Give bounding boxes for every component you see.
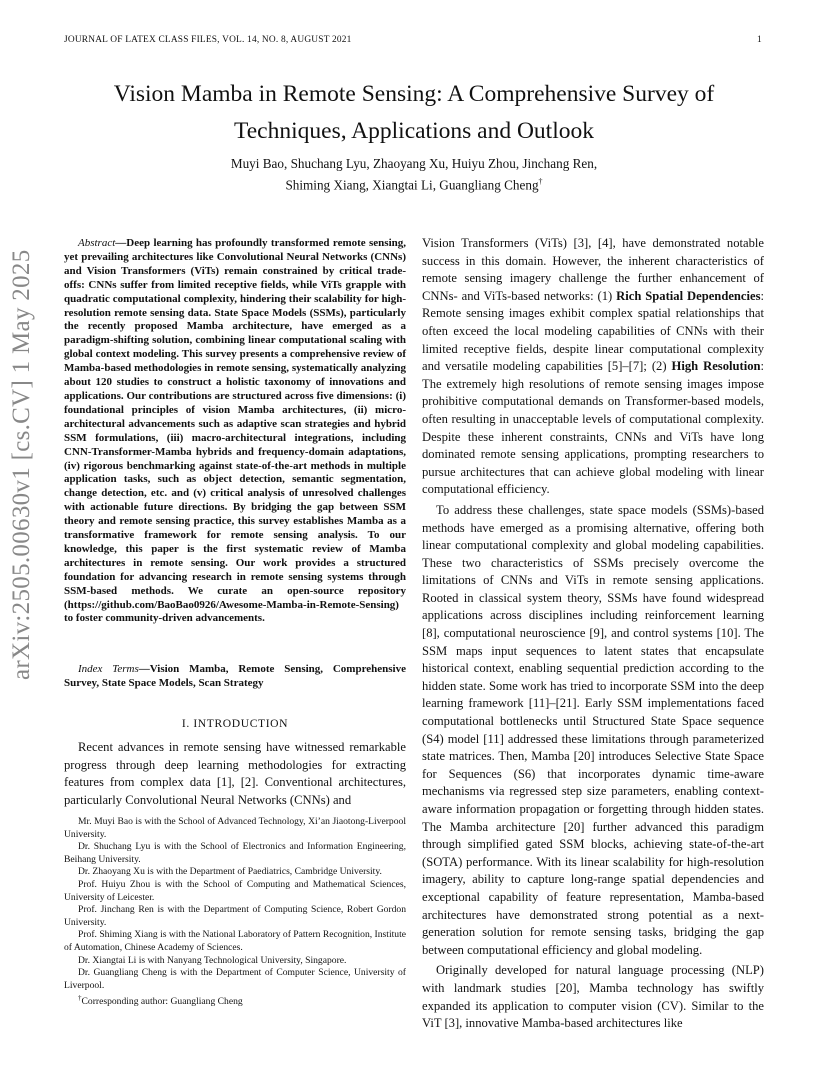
footnote-2: Dr. Shuchang Lyu is with the School of Electronics and Information Engineering, Beihang University. [64, 841, 406, 865]
intro-text: Recent advances in remote sensing have witnessed remarkable progress through deep learning methodologies for extracting features from complex data [1], [2]. Conventional architectures, particularly Convolutional Neural Networks (CNNs) and [64, 740, 406, 807]
abstract [64, 237, 406, 626]
high-resolution-term: High Resolution [671, 359, 761, 374]
footnote-7: Dr. Xiangtai Li is with Nanyang Technological University, Singapore. [78, 954, 347, 966]
paper-title: Vision Mamba in Remote Sensing: A Comprehensive Survey of Techniques, Applications and Outlook [113, 81, 715, 144]
footnote-corresponding-text: Corresponding author: Guangliang Cheng [81, 996, 243, 1008]
section-heading: I. INTRODUCTION [181, 717, 289, 730]
affiliation-footnotes [64, 816, 406, 1009]
footnote-6: Prof. Shiming Xiang is with the National Laboratory of Pattern Recognition, Institute of Automation, Chinese Academy of Sciences. [64, 929, 407, 953]
author-list [120, 155, 708, 194]
abstract-lead: Abstract [78, 237, 116, 249]
right-paragraph-3: Originally developed for natural language processing (NLP) with landmark studies [20], Mamba technology has swiftly expanded its application to computer vision (CV). Similar to the ViT [3], innovative Mamba-based architectures like [422, 963, 764, 1031]
author-line-1: Muyi Bao, Shuchang Lyu, Zhaoyang Xu, Huiyu Zhou, Jinchang Ren, [230, 156, 598, 171]
journal-header: JOURNAL OF LATEX CLASS FILES, VOL. 14, NO. 8, AUGUST 2021 [64, 35, 352, 45]
right-paragraph-2: To address these challenges, state space models (SSMs)-based methods have emerged as a promising alternative, offering both linear computational complexity and global modeling capabilities. These two characteristics of SSMs precisely overcome the limitations of CNNs and ViTs in remote sensing applications. Rooted in classical system theory, SSMs have found widespread applications across disciplines including reinforcement learning [8], computational neuroscience [9], and control systems [10]. The SSM maps input sequences to latent states that encapsulate historical context, enabling sequential prediction according to the hidden state. Some work has tried to incorporate SSM into the deep learning framework [11]–[21]. Early SSM implementations faced computational bottlenecks until Structured State Space sequence (S4) model [11] addressed these limitations through parameterized state matrices. Then, Mamba [20] introduces Selective State Space for Sequences (S6) that incorporates dynamic time-aware mechanisms via regressed step size parameters, enabling context-aware information propagation or forgetting through hidden states. The Mamba architecture [20] further advanced this paradigm through simplified gated SSM blocks, achieving state-of-the-art (SOTA) performance. With its linear scalability for high-resolution imagery, ability to capture long-range spatial dependencies and exceptional capability of feature representation, Mamba-based architectures have demonstrated strong potential as a next-generation solution for remote sensing tasks, bridging the gap between computational efficiency and global modeling. [422, 502, 764, 957]
author-line-2-text: Shiming Xiang, Xiangtai Li, Guangliang Cheng [285, 177, 539, 193]
index-terms-text: —Vision Mamba, Remote Sensing, Comprehensive Survey, State Space Models, Scan Strategy [64, 663, 406, 689]
footnote-3: Dr. Zhaoyang Xu is with the Department of Paediatrics, Cambridge University. [78, 866, 382, 878]
arxiv-stamp: arXiv:2505.00630v1 [cs.CV] 1 May 2025 [8, 249, 35, 680]
corresponding-dagger: † [538, 177, 543, 186]
footnote-8: Dr. Guangliang Cheng is with the Department of Computer Science, University of Liverpool. [64, 967, 406, 991]
right-paragraph-1 [422, 235, 764, 499]
index-terms-lead: Index Terms [78, 663, 139, 675]
rich-spatial-dependencies-term: Rich Spatial Dependencies [616, 288, 761, 303]
intro-paragraph [64, 739, 406, 809]
right-column [422, 235, 764, 1033]
right-p1-text-b: : Remote sensing images exhibit complex spatial relationships that often exceed the local modeling capabilities of CNNs with their limited receptive fields, despite linear computational complexity and versatile modeling capabilities [5]–[7]; (2) [422, 288, 764, 374]
page-number: 1 [757, 35, 762, 45]
right-p1-text-a: Vision Transformers (ViTs) [3], [4], have demonstrated notable success in this domain. However, the inherent characteristics of remote sensing imagery challenge the further enhancement of CNNs- and ViTs-based networks: (1) [422, 236, 764, 303]
right-p1-text-c: : The extremely high resolutions of remote sensing images impose prohibitive computational demands on Transformer-based models, often resulting in unacceptable levels of computational complexity. Despite these inherent constraints, CNNs and ViTs have long dominated remote sensing applications, prompting researchers to pursue architectures that can achieve global modeling with linear computational efficiency. [422, 359, 764, 497]
abstract-text: —Deep learning has profoundly transformed remote sensing, yet prevailing architectures like Convolutional Neural Networks (CNNs) and Vision Transformers (ViTs) remain constrained by critical trade-offs: CNNs suffer from limited receptive fields, while ViTs grapple with quadratic computational complexity, hindering their scalability for high-resolution remote sensing data. State Space Models (SSMs), particularly the recently proposed Mamba architecture, have emerged as a paradigm-shifting solution, combining linear computational scaling with global context modeling. This survey presents a comprehensive review of Mamba-based methodologies in remote sensing, systematically analyzing about 120 studies to construct a holistic taxonomy of innovations and applications. Our contributions are structured across five dimensions: (i) foundational principles of vision Mamba architectures, (ii) micro-architectural advancements such as adaptive scan strategies and hybrid SSM formulations, (iii) macro-architectural integrations, including CNN-Transformer-Mamba hybrids and frequency-domain adaptations, (iv) rigorous benchmarking against state-of-the-art methods in multiple application tasks, such as object detection, semantic segmentation, change detection, etc. and (v) critical analysis of unresolved challenges with actionable future directions. By bridging the gap between SSM theory and remote sensing practice, this survey establishes Mamba as a transformative framework for remote sensing analysis. To our knowledge, this paper is the first systematic review of Mamba architectures in remote sensing. Our work provides a structured foundation for advancing research in remote sensing systems through SSM-based methods. We curate an open-source repository (https://github.com/BaoBao0926/Awesome-Mamba-in-Remote-Sensing) to foster community-driven advancements. [64, 237, 406, 625]
index-terms [64, 663, 406, 691]
author-line-2 [120, 173, 708, 194]
footnote-corresponding [64, 992, 406, 1009]
footnote-4: Prof. Huiyu Zhou is with the School of Computing and Mathematical Sciences, University of Leicester. [64, 878, 406, 903]
footnote-dagger: † [78, 994, 82, 1003]
footnote-1: Mr. Muyi Bao is with the School of Advanced Technology, Xi’an Jiaotong-Liverpool University. [64, 816, 406, 840]
footnote-5: Prof. Jinchang Ren is with the Department of Computing Science, Robert Gordon University. [64, 904, 406, 928]
